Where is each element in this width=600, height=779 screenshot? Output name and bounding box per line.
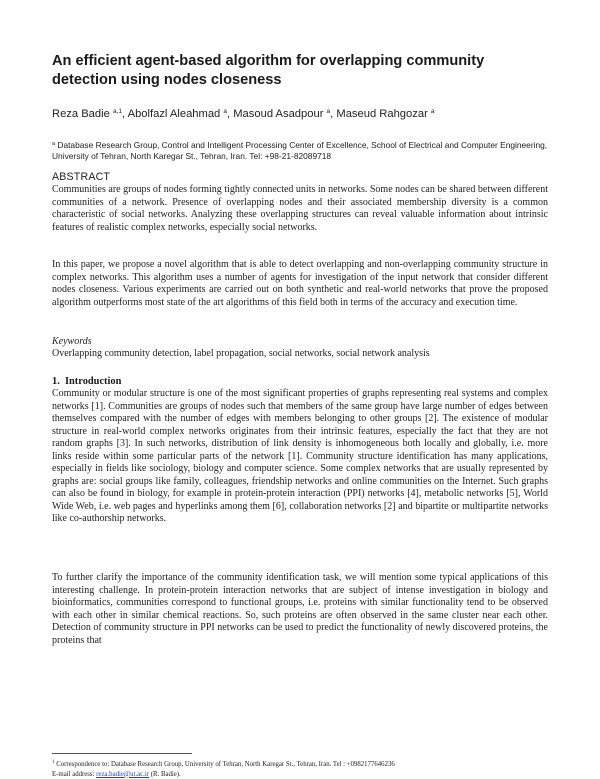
keywords-text: Overlapping community detection, label propagation, social networks, social network analysis (52, 348, 548, 361)
paper-title: An efficient agent-based algorithm for overlapping community detection using nodes closeness (52, 52, 552, 90)
author-name: Abolfazl Aleahmad (128, 108, 221, 120)
affiliation (52, 139, 552, 162)
abstract-heading: ABSTRACT (52, 171, 110, 183)
email-link[interactable]: reza.badie@ut.ac.ir (96, 771, 149, 778)
footnote-divider (52, 753, 192, 754)
footnote-correspondence (52, 758, 548, 770)
author-separator: , (330, 108, 336, 120)
affiliation-text: Database Research Group, Control and Intelligent Processing Center of Excellence, School of Electrical and Computer Engineering, University of Tehran, North Karegar St., Tehran, Iran. Tel: +98-21-82089718 (52, 140, 547, 161)
affiliation-mark: a (52, 141, 55, 147)
footnote-correspondence-text: Correspondence to: Database Research Group, University of Tehran, North Karegar St., Tehran, Iran. Tel : +0982177646236 (56, 761, 395, 768)
keywords-heading: Keywords (52, 336, 92, 347)
author-name: Maseud Rahgozar (336, 108, 427, 120)
footnote-mark: 1 (52, 760, 55, 765)
author-affiliation-mark: a (327, 108, 331, 115)
abstract-paragraph-2: In this paper, we propose a novel algorithm that is able to detect overlapping and non-overlapping community structure in complex networks. This algorithm uses a number of agents for investigation of the input network that consider different nodes closeness. Various experiments are carried out on both synthetic and real-world networks that prove the proposed algorithm outperforms most state of the art algorithms of this field both in terms of the accuracy and execution time. (52, 259, 548, 309)
author-name: Reza Badie (52, 108, 110, 120)
email-label: E-mail address: (52, 771, 94, 778)
introduction-paragraph-2: To further clarify the importance of the community identification task, we will mention some typical applications of this interesting challenge. In protein-protein interaction networks that are subject of intense investigation in biology and bioinformatics, communities correspond to functional groups, i.e. proteins with similar functionality tend to be observed with each other in similar chemical reactions. So, such proteins are often observed in the same cluster near each other. Detection of community structure in PPI networks can be used to predict the functionality of newly discovered proteins, the proteins that (52, 572, 548, 647)
abstract-paragraph-1: Communities are groups of nodes forming tightly connected units in networks. Some nodes can be shared between different communities of a network. Presence of overlapping nodes and their associated membership diversity is a common characteristic of social networks. Analyzing these overlapping structures can reveal valuable information about intrinsic features of realistic complex networks, especially social networks. (52, 184, 548, 234)
email-suffix: (R. Badie). (151, 771, 181, 778)
introduction-paragraph-1: Community or modular structure is one of the most significant properties of graphs representing real systems and complex networks [1]. Communities are groups of nodes such that members of the same group have large number of edges between themselves compared with the number of edges with members belonging to other groups [2]. The existence of modular structure in real-world complex networks originates from their intrinsic features, especially the fact that they are not random graphs [3]. In such networks, distribution of link density is inhomogeneous both locally and globally, i.e. more links reside within some particular parts of the network [1]. Community structure identification has many applications, especially in fields like sociology, biology and computer science. Some complex networks that are usually represented by graphs are: social groups like family, colleagues, friendship networks and online communities on the Internet. Such graphs can also be found in biology, for example in protein-protein interaction (PPI) networks [4], metabolic networks [5], World Wide Web, i.e. web pages and hyperlinks among them [6], collaboration networks [2] and bipartite or multipartite networks like co-authorship networks. (52, 388, 548, 526)
author-affiliation-mark: a (431, 108, 435, 115)
author-list (52, 108, 552, 120)
author-affiliation-mark: a (223, 108, 227, 115)
author-affiliation-mark: a,1 (113, 108, 122, 115)
section-heading-introduction: 1. Introduction (52, 376, 121, 387)
author-separator: , (122, 108, 128, 120)
author-separator: , (227, 108, 233, 120)
author-name: Masoud Asadpour (233, 108, 323, 120)
footnote-email-line (52, 770, 548, 779)
